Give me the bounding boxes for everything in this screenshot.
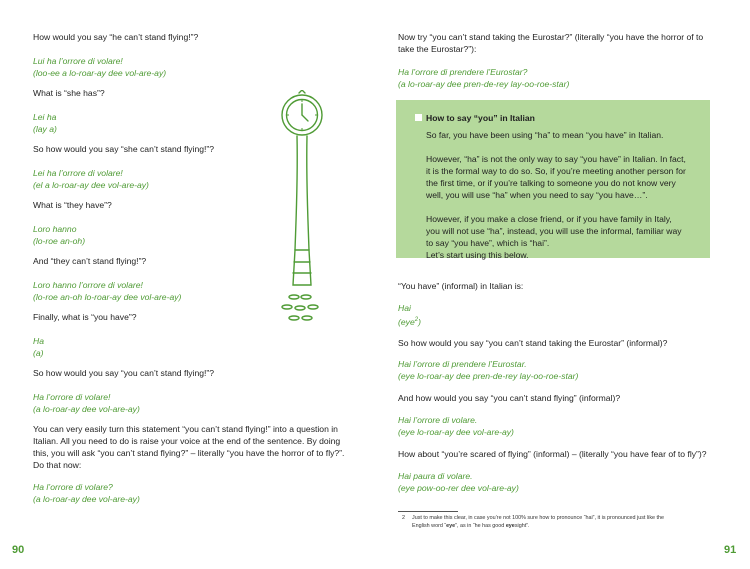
info-box-line: the first time, or if you’re talking to someone you do not know very <box>426 178 676 188</box>
text-line: What is “they have”? <box>33 200 112 210</box>
info-box-heading: How to say “you” in Italian <box>426 113 535 123</box>
text-line: How would you say “he can’t stand flying!”? <box>33 32 199 42</box>
italian-line: (a lo-roar-ay dee vol-are-ay) <box>33 404 140 414</box>
text-line: How about “you’re scared of flying” (informal) – (literally “you have fear of to fly”)? <box>398 449 707 459</box>
italian-line: Hai l’orrore di volare. <box>398 415 478 425</box>
text-line: Now try “you can’t stand taking the Eurostar?” (literally “you have the horror of to <box>398 32 704 42</box>
clock-on-pole-icon <box>272 90 342 325</box>
bullet-icon <box>415 114 422 121</box>
footnote: 2 Just to make this clear, in case you’re not 100% sure how to pronounce “hai”, it is pronounced just like the English word “eye”, as in “he has good eyesight”. <box>402 515 664 529</box>
text-line: take the Eurostar?”): <box>398 44 477 54</box>
italian-line: Ha l’orrore di volare? <box>33 482 113 492</box>
italian-line: (a lo-roar-ay dee vol-are-ay) <box>33 494 140 504</box>
footnote-rule <box>398 511 458 512</box>
italian-line: (eye lo-roar-ay dee vol-are-ay) <box>398 427 514 437</box>
text-line: Finally, what is “you have”? <box>33 312 137 322</box>
italian-line: Lui ha l’orrore di volare! <box>33 56 123 66</box>
italian-line: Loro hanno <box>33 224 77 234</box>
text-line: So how would you say “you can’t stand flying!”? <box>33 368 215 378</box>
italian-line: Hai paura di volare. <box>398 471 473 481</box>
info-box-line: Let’s start using this below. <box>426 250 529 260</box>
info-box-line: to say “you have”, which is “hai”. <box>426 238 550 248</box>
italian-line: Hai l’orrore di prendere l’Eurostar. <box>398 359 527 369</box>
text-line: “You have” (informal) in Italian is: <box>398 281 524 291</box>
info-box-line: well, you will use “ha” when you need to say “you have…”. <box>426 190 648 200</box>
italian-line: (el a lo-roar-ay dee vol-are-ay) <box>33 180 149 190</box>
italian-line: (a) <box>33 348 44 358</box>
info-box-line: So far, you have been using “ha” to mean “you have” in Italian. <box>426 130 664 140</box>
text-line: this, you will ask “you can’t stand flying?” – literally “you have the horror of to fly?”. <box>33 448 345 458</box>
italian-line: Lei ha <box>33 112 57 122</box>
text-line: What is “she has”? <box>33 88 105 98</box>
italian-line: (eye lo-roar-ay dee pren-de-rey lay-oo-roe-star) <box>398 371 579 381</box>
italian-line: (lo-roe an-oh) <box>33 236 86 246</box>
italian-line: (lo-roe an-oh lo-roar-ay dee vol-are-ay) <box>33 292 182 302</box>
text-line: You can very easily turn this statement “you can’t stand flying!” into a question in <box>33 424 338 434</box>
italian-line: Ha l’orrore di volare! <box>33 392 111 402</box>
hai-pronunciation: (eye$^2$) <box>398 316 421 327</box>
text-line: Italian. All you need to do is raise your voice at the end of the sentence. By doing <box>33 436 341 446</box>
info-box-line: However, “ha” is not the only way to say “you have” in Italian. In fact, <box>426 154 686 164</box>
italian-line: Hai <box>398 303 411 313</box>
text-line: And “they can’t stand flying!”? <box>33 256 147 266</box>
italian-line: Ha l’orrore di prendere l’Eurostar? <box>398 67 528 77</box>
italian-line: (eye pow-oo-rer dee vol-are-ay) <box>398 483 519 493</box>
italian-line: Loro hanno l’orrore di volare! <box>33 280 143 290</box>
text-line: So how would you say “you can’t stand taking the Eurostar” (informal)? <box>398 338 668 348</box>
info-box-line: it is the formal way to do so. So, if you’re meeting another person for <box>426 166 686 176</box>
italian-line: (a lo-roar-ay dee pren-de-rey lay-oo-roe-star) <box>398 79 570 89</box>
page-number-right: 91 <box>724 544 737 556</box>
text-line: And how would you say “you can’t stand flying” (informal)? <box>398 393 621 403</box>
info-box-line: you will not use “ha”, instead, you will use the informal, familiar way <box>426 226 682 236</box>
italian-line: Ha <box>33 336 44 346</box>
italian-line: Lei ha l’orrore di volare! <box>33 168 123 178</box>
italian-line: (lay a) <box>33 124 57 134</box>
page-number-left: 90 <box>12 544 25 556</box>
info-box <box>396 100 710 258</box>
italian-line: (loo-ee a lo-roar-ay dee vol-are-ay) <box>33 68 167 78</box>
info-box-line: However, if you make a close friend, or if you have family in Italy, <box>426 214 672 224</box>
text-line: So how would you say “she can’t stand flying!”? <box>33 144 215 154</box>
text-line: Do that now: <box>33 460 82 470</box>
